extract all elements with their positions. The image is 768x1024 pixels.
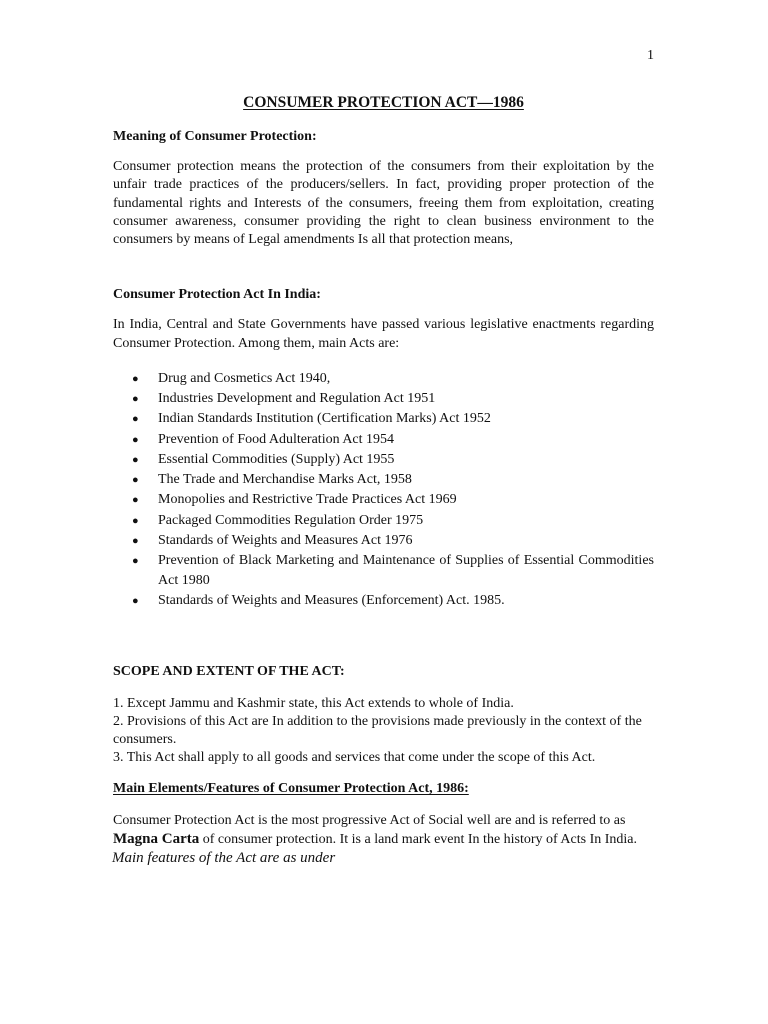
bullet-icon: ●	[132, 494, 139, 507]
scope-point: 2. Provisions of this Act are In addition to the provisions made previously in the context of the consumers.	[113, 713, 642, 748]
magna-carta-emphasis: Magna Carta	[113, 831, 200, 847]
list-item	[113, 430, 654, 450]
bullet-icon: ●	[132, 534, 139, 547]
act-name: Drug and Cosmetics Act 1940,	[158, 371, 331, 387]
page-number: 1	[647, 48, 654, 63]
document-title: CONSUMER PROTECTION ACT—1986	[243, 94, 524, 111]
list-item	[113, 591, 654, 611]
features-paragraph	[113, 812, 654, 850]
act-name: Prevention of Food Adulteration Act 1954	[158, 431, 395, 447]
scope-points	[113, 695, 654, 768]
meaning-heading: Meaning of Consumer Protection:	[113, 129, 317, 144]
bullet-icon: ●	[132, 433, 139, 446]
bullet-icon: ●	[132, 373, 139, 386]
list-item	[113, 450, 654, 470]
act-name: Indian Standards Institution (Certification Marks) Act 1952	[158, 411, 491, 427]
list-item	[113, 551, 654, 591]
scope-heading: SCOPE AND EXTENT OF THE ACT:	[113, 663, 345, 679]
india-heading: Consumer Protection Act In India:	[113, 287, 321, 303]
acts-list	[113, 369, 654, 611]
features-text-after: of consumer protection. It is a land mark event In the history of Acts In India.	[199, 832, 638, 847]
act-name: The Trade and Merchandise Marks Act, 1958	[158, 472, 412, 488]
list-item	[113, 389, 654, 409]
act-name: Packaged Commodities Regulation Order 1975	[158, 512, 424, 528]
act-name: Standards of Weights and Measures Act 1976	[158, 532, 413, 548]
list-item	[113, 490, 654, 510]
bullet-icon: ●	[132, 474, 139, 487]
bullet-icon: ●	[132, 595, 139, 608]
act-name: Essential Commodities (Supply) Act 1955	[158, 451, 395, 467]
list-item	[113, 369, 654, 389]
features-intro-note: Main features of the Act are as under	[112, 850, 336, 867]
act-name: Industries Development and Regulation Act 1951	[158, 391, 436, 407]
meaning-paragraph: Consumer protection means the protection of the consumers from their exploitation by the unfair trade practices of the producers/sellers. In fact, providing proper protection of the fundamental rights and Interests of the consumers, freeing them from exploitation, creating consumer awareness, consumer providing the right to clean business environment to the consumers by means of Legal amendments Is all that protection means,	[113, 159, 654, 248]
list-item	[113, 531, 654, 551]
bullet-icon: ●	[132, 514, 139, 527]
bullet-icon: ●	[132, 413, 139, 426]
act-name: Prevention of Black Marketing and Maintenance of Supplies of Essential Commodities Act 1980	[158, 552, 654, 589]
act-name: Monopolies and Restrictive Trade Practices Act 1969	[158, 492, 457, 508]
list-item	[113, 470, 654, 490]
india-paragraph: In India, Central and State Governments have passed various legislative enactments regarding Consumer Protection. Among them, main Acts are:	[113, 317, 654, 351]
act-name: Standards of Weights and Measures (Enforcement) Act. 1985.	[158, 593, 505, 609]
bullet-icon: ●	[132, 453, 139, 466]
list-item	[113, 409, 654, 429]
list-item	[113, 511, 654, 531]
features-heading: Main Elements/Features of Consumer Protection Act, 1986:	[113, 780, 469, 796]
scope-point: 1. Except Jammu and Kashmir state, this Act extends to whole of India.	[113, 695, 514, 711]
bullet-icon: ●	[132, 554, 139, 567]
scope-point: 3. This Act shall apply to all goods and services that come under the scope of this Act.	[113, 750, 596, 766]
features-text-before: Consumer Protection Act is the most progressive Act of Social well are and is referred to as	[113, 812, 626, 828]
bullet-icon: ●	[132, 393, 139, 406]
